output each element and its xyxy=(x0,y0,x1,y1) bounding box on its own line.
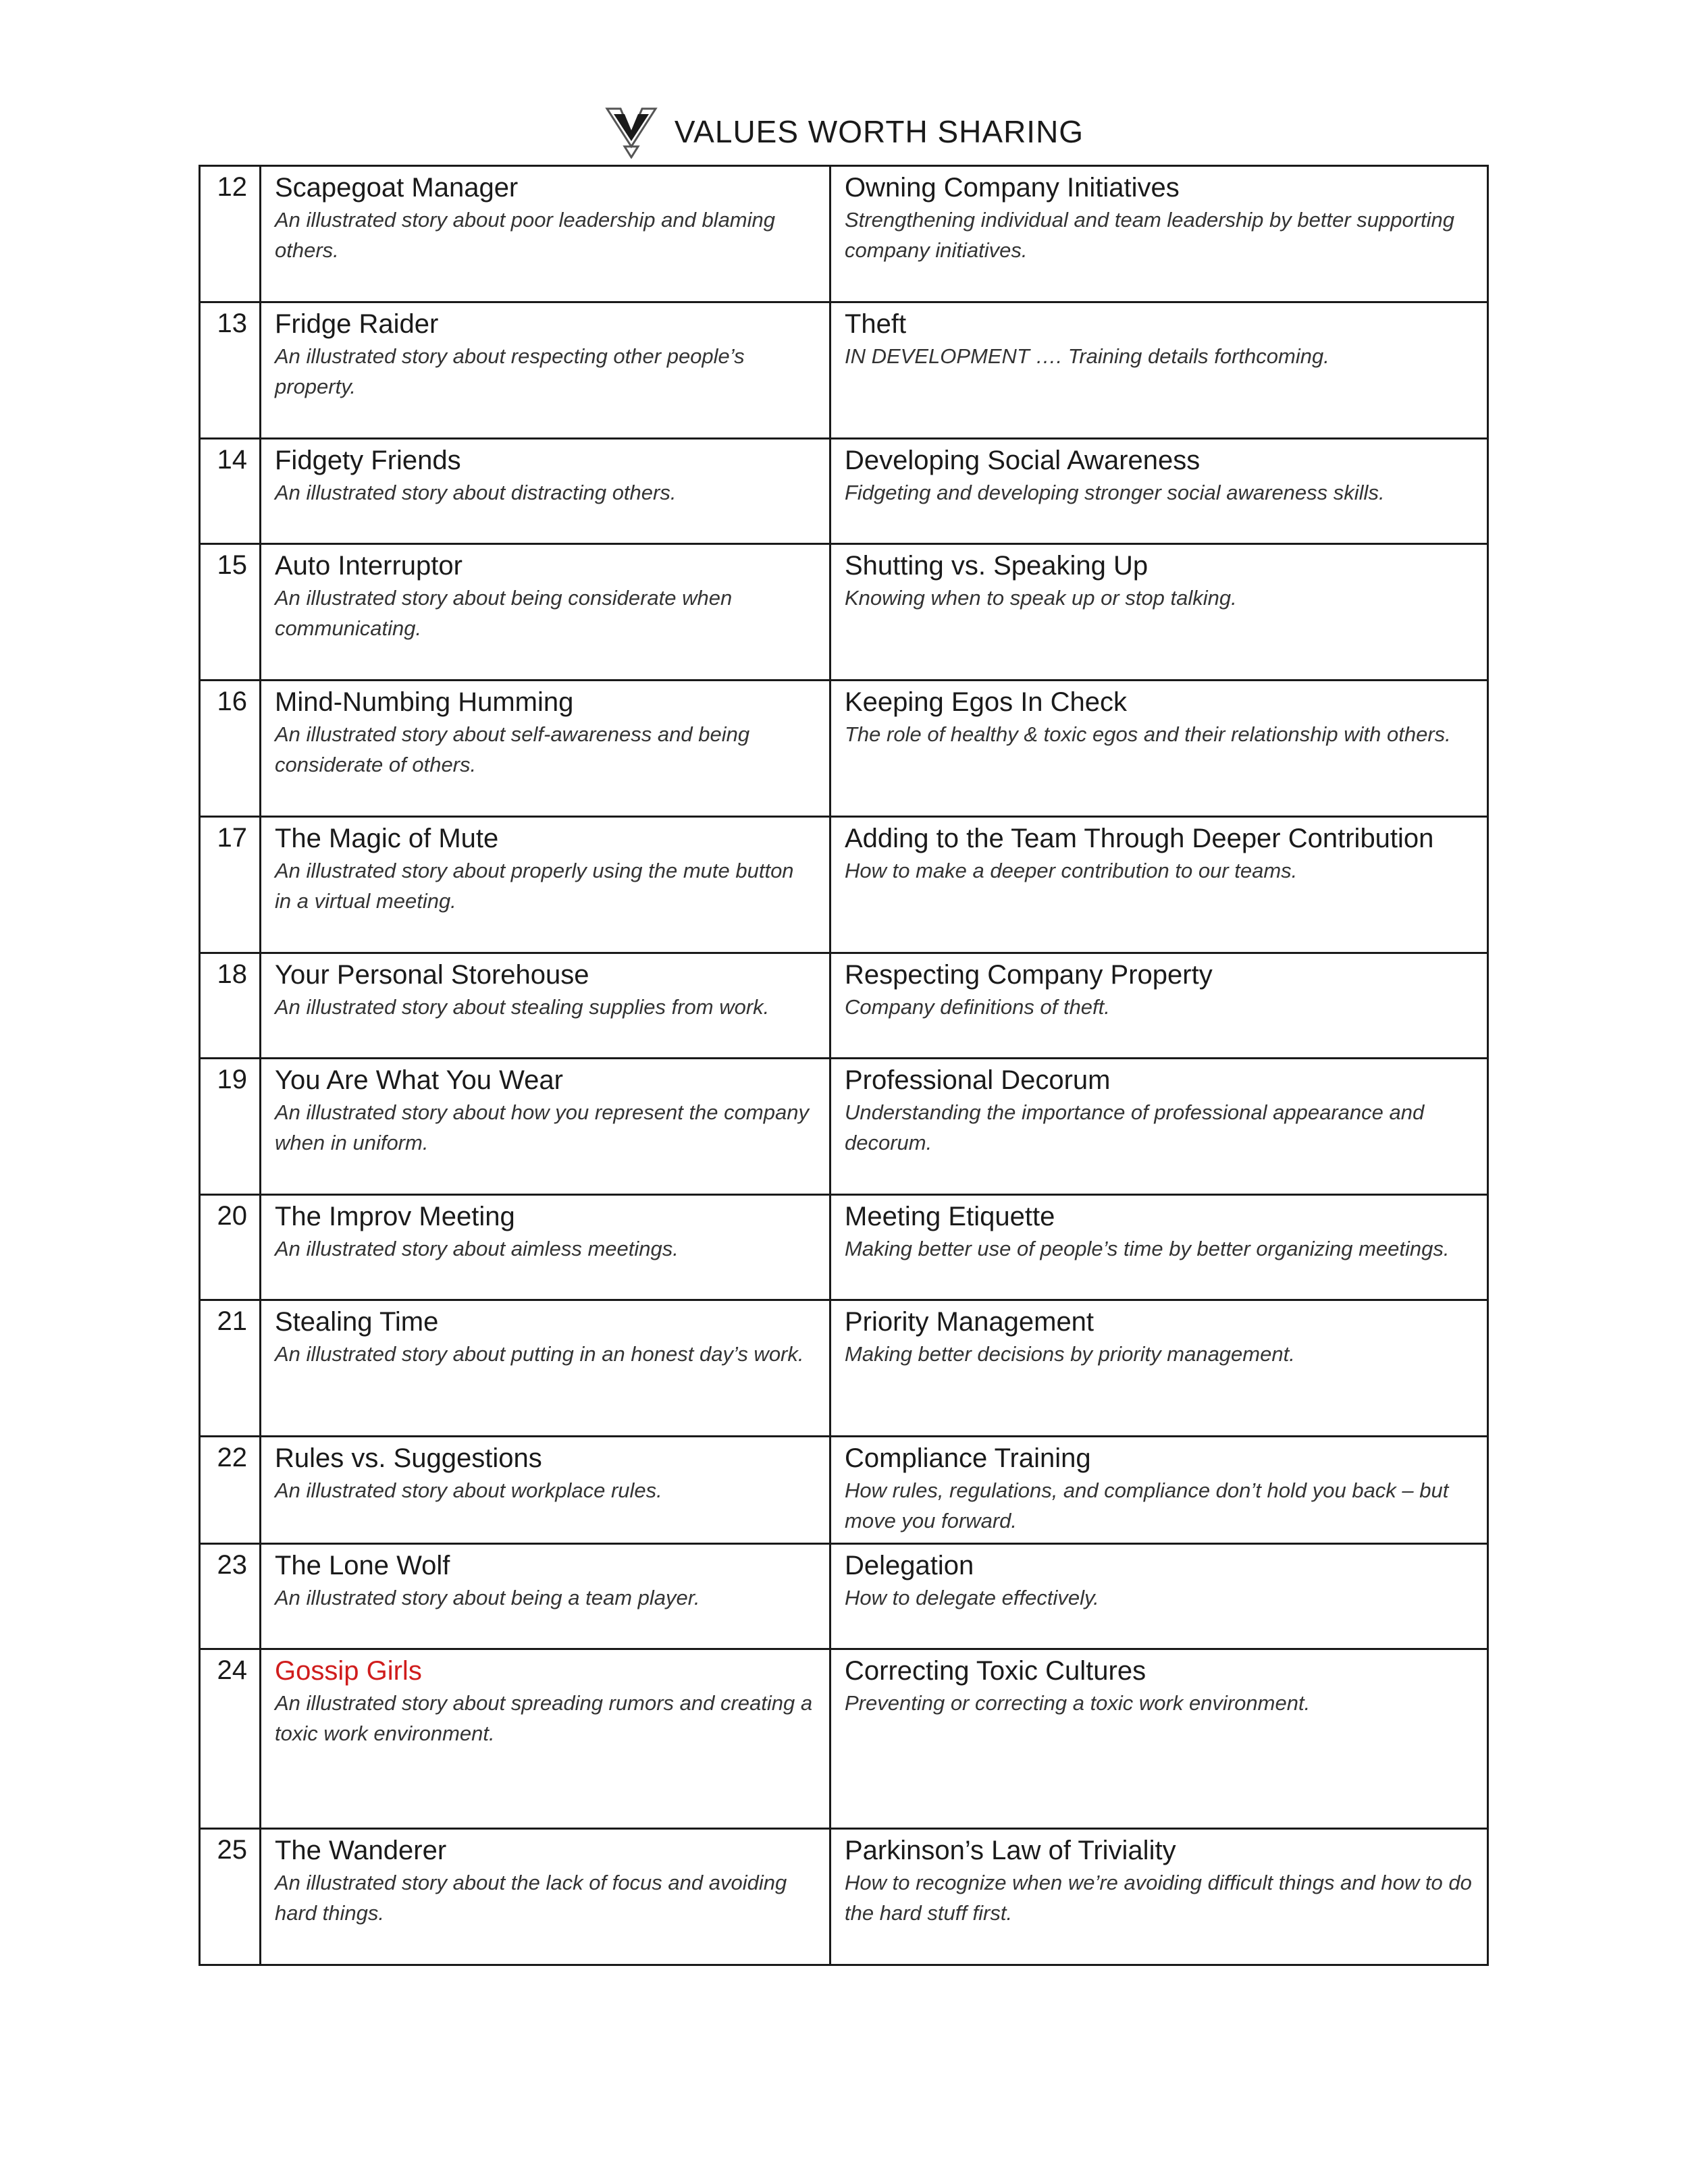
brand-logo xyxy=(604,105,1084,159)
table-row xyxy=(200,953,1488,1059)
training-description: Company definitions of theft. xyxy=(845,995,1110,1019)
story-title: The Wanderer xyxy=(275,1836,447,1865)
training-description: How rules, regulations, and compliance don’t hold you back – but move you forward. xyxy=(845,1479,1449,1533)
training-title: Professional Decorum xyxy=(845,1065,1111,1095)
story-title: Scapegoat Manager xyxy=(275,173,519,203)
story-cell xyxy=(261,817,830,953)
training-title: Developing Social Awareness xyxy=(845,446,1201,475)
training-description: How to delegate effectively. xyxy=(845,1586,1099,1609)
table-row xyxy=(200,544,1488,681)
story-title: Fridge Raider xyxy=(275,309,439,339)
story-cell xyxy=(261,302,830,439)
table-row xyxy=(200,1059,1488,1195)
story-description: An illustrated story about aimless meetings. xyxy=(275,1237,679,1260)
story-cell xyxy=(261,1829,830,1965)
row-number: 20 xyxy=(200,1195,261,1300)
training-description: IN DEVELOPMENT …. Training details forthcoming. xyxy=(845,344,1329,368)
story-description: An illustrated story about workplace rules. xyxy=(275,1479,662,1502)
story-cell xyxy=(261,1300,830,1437)
training-title: Adding to the Team Through Deeper Contribution xyxy=(845,824,1434,853)
table-row xyxy=(200,439,1488,544)
story-title: Mind-Numbing Humming xyxy=(275,687,574,717)
story-cell xyxy=(261,166,830,302)
training-cell xyxy=(830,953,1488,1059)
row-number: 17 xyxy=(200,817,261,953)
training-title: Theft xyxy=(845,309,907,339)
story-title: Gossip Girls xyxy=(275,1656,422,1686)
story-cell xyxy=(261,953,830,1059)
table-row xyxy=(200,302,1488,439)
row-number: 14 xyxy=(200,439,261,544)
training-title: Meeting Etiquette xyxy=(845,1202,1055,1231)
table-row xyxy=(200,681,1488,817)
training-description: Making better use of people’s time by better organizing meetings. xyxy=(845,1237,1450,1260)
story-description: An illustrated story about the lack of focus and avoiding hard things. xyxy=(275,1871,787,1925)
story-title: Stealing Time xyxy=(275,1307,439,1337)
training-cell xyxy=(830,439,1488,544)
story-title: Rules vs. Suggestions xyxy=(275,1443,542,1473)
story-description: An illustrated story about distracting others. xyxy=(275,481,677,504)
training-title: Keeping Egos In Check xyxy=(845,687,1128,717)
story-description: An illustrated story about how you represent the company when in uniform. xyxy=(275,1100,809,1154)
table-row xyxy=(200,817,1488,953)
training-cell xyxy=(830,1544,1488,1649)
story-cell xyxy=(261,439,830,544)
story-title: The Magic of Mute xyxy=(275,824,499,853)
table-row xyxy=(200,166,1488,302)
story-training-table xyxy=(199,165,1489,1966)
row-number: 23 xyxy=(200,1544,261,1649)
table-row xyxy=(200,1544,1488,1649)
story-title: Fidgety Friends xyxy=(275,446,461,475)
story-title: You Are What You Wear xyxy=(275,1065,563,1095)
story-cell xyxy=(261,1437,830,1544)
row-number: 16 xyxy=(200,681,261,817)
training-title: Priority Management xyxy=(845,1307,1094,1337)
training-cell xyxy=(830,1300,1488,1437)
training-cell xyxy=(830,817,1488,953)
story-description: An illustrated story about stealing supplies from work. xyxy=(275,995,770,1019)
story-title: The Lone Wolf xyxy=(275,1551,450,1580)
training-description: Understanding the importance of professional appearance and decorum. xyxy=(845,1100,1425,1154)
table-row xyxy=(200,1649,1488,1829)
story-description: An illustrated story about respecting other people’s property. xyxy=(275,344,745,398)
v-chevron-logo-icon xyxy=(604,105,658,159)
training-cell xyxy=(830,1437,1488,1544)
training-cell xyxy=(830,681,1488,817)
row-number: 19 xyxy=(200,1059,261,1195)
training-cell xyxy=(830,1649,1488,1829)
training-title: Parkinson’s Law of Triviality xyxy=(845,1836,1176,1865)
training-cell xyxy=(830,1829,1488,1965)
training-cell xyxy=(830,166,1488,302)
story-description: An illustrated story about poor leadership and blaming others. xyxy=(275,208,776,262)
story-description: An illustrated story about being a team player. xyxy=(275,1586,700,1609)
training-description: Making better decisions by priority management. xyxy=(845,1342,1295,1366)
training-description: Fidgeting and developing stronger social awareness skills. xyxy=(845,481,1385,504)
story-cell xyxy=(261,1059,830,1195)
training-cell xyxy=(830,1059,1488,1195)
training-cell xyxy=(830,302,1488,439)
row-number: 21 xyxy=(200,1300,261,1437)
table-row xyxy=(200,1437,1488,1544)
row-number: 18 xyxy=(200,953,261,1059)
training-description: Preventing or correcting a toxic work environment. xyxy=(845,1691,1311,1715)
table-row xyxy=(200,1195,1488,1300)
training-description: Strengthening individual and team leadership by better supporting company initiatives. xyxy=(845,208,1455,262)
training-title: Respecting Company Property xyxy=(845,960,1213,990)
row-number: 12 xyxy=(200,166,261,302)
story-cell xyxy=(261,1649,830,1829)
training-description: The role of healthy & toxic egos and their relationship with others. xyxy=(845,722,1451,746)
story-title: The Improv Meeting xyxy=(275,1202,515,1231)
story-description: An illustrated story about being considerate when communicating. xyxy=(275,586,733,640)
training-description: Knowing when to speak up or stop talking. xyxy=(845,586,1237,610)
table-row xyxy=(200,1829,1488,1965)
training-description: How to make a deeper contribution to our teams. xyxy=(845,859,1298,882)
row-number: 15 xyxy=(200,544,261,681)
row-number: 25 xyxy=(200,1829,261,1965)
row-number: 22 xyxy=(200,1437,261,1544)
training-title: Compliance Training xyxy=(845,1443,1091,1473)
story-cell xyxy=(261,544,830,681)
table-row xyxy=(200,1300,1488,1437)
story-description: An illustrated story about spreading rumors and creating a toxic work environment. xyxy=(275,1691,813,1745)
brand-name: VALUES WORTH SHARING xyxy=(674,114,1084,149)
training-cell xyxy=(830,1195,1488,1300)
story-cell xyxy=(261,1195,830,1300)
training-title: Correcting Toxic Cultures xyxy=(845,1656,1146,1686)
story-description: An illustrated story about properly using the mute button in a virtual meeting. xyxy=(275,859,794,913)
training-description: How to recognize when we’re avoiding difficult things and how to do the hard stuff first. xyxy=(845,1871,1472,1925)
story-description: An illustrated story about putting in an honest day’s work. xyxy=(275,1342,804,1366)
story-description: An illustrated story about self-awareness and being considerate of others. xyxy=(275,722,750,776)
page-header xyxy=(0,101,1688,162)
training-title: Shutting vs. Speaking Up xyxy=(845,551,1149,581)
story-cell xyxy=(261,1544,830,1649)
training-title: Delegation xyxy=(845,1551,974,1580)
story-cell xyxy=(261,681,830,817)
story-title: Auto Interruptor xyxy=(275,551,463,581)
row-number: 24 xyxy=(200,1649,261,1829)
training-cell xyxy=(830,544,1488,681)
story-title: Your Personal Storehouse xyxy=(275,960,589,990)
row-number: 13 xyxy=(200,302,261,439)
training-title: Owning Company Initiatives xyxy=(845,173,1180,203)
